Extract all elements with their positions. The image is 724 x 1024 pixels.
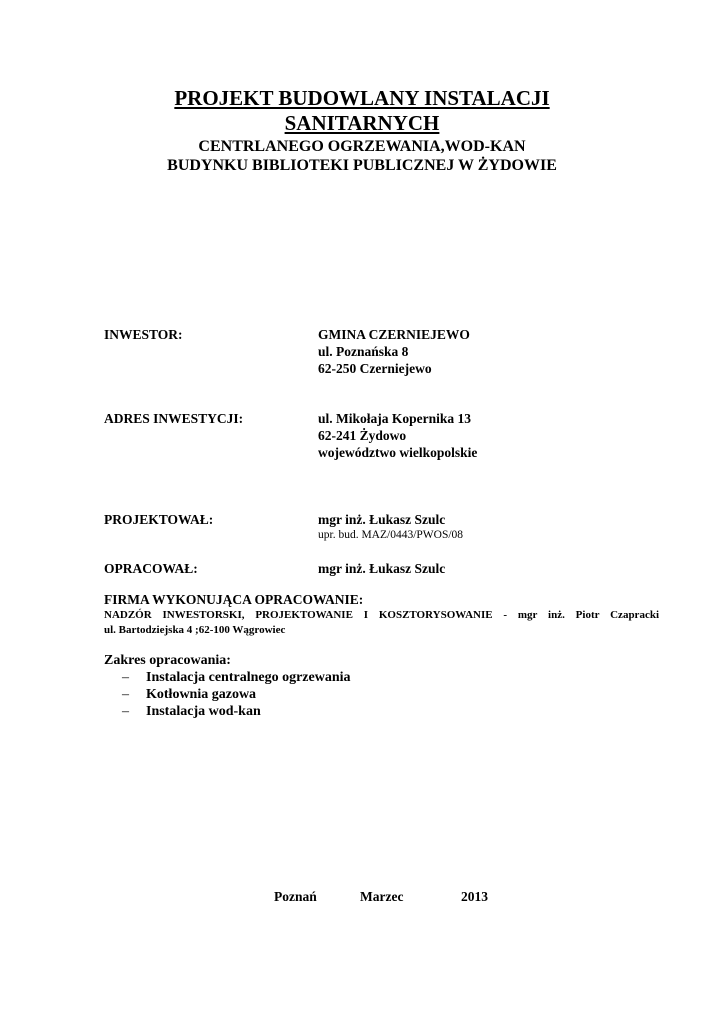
- scope-item-label: Instalacja wod-kan: [146, 704, 261, 719]
- address-line: 62-241 Żydowo: [318, 428, 407, 443]
- main-title-line1: PROJEKT BUDOWLANY INSTALACJI: [174, 86, 550, 110]
- main-title-line2: SANITARNYCH: [284, 111, 440, 135]
- designed-value: [318, 511, 463, 542]
- footer-year: 2013: [461, 889, 488, 904]
- scope-item-label: Instalacja centralnego ogrzewania: [146, 670, 351, 685]
- investor-line: GMINA CZERNIEJEWO: [318, 327, 470, 342]
- dash-bullet: –: [122, 670, 129, 685]
- designer-license: upr. bud. MAZ/0443/PWOS/08: [318, 529, 464, 541]
- designer-name: mgr inż. Łukasz Szulc: [318, 512, 446, 527]
- firm-label: FIRMA WYKONUJĄCA OPRACOWANIE:: [104, 592, 364, 607]
- scope-label: Zakres opracowania:: [104, 653, 231, 668]
- scope-list: [122, 669, 351, 720]
- investor-line: 62-250 Czerniejewo: [318, 361, 432, 376]
- firm-description: NADZÓR INWESTORSKI, PROJEKTOWANIE I KOSZTORYSOWANIE - mgr inż. Piotr Czapracki: [104, 609, 659, 621]
- investor-label: INWESTOR:: [104, 327, 183, 342]
- investor-line: ul. Poznańska 8: [318, 344, 409, 359]
- prepared-value: mgr inż. Łukasz Szulc: [318, 561, 446, 576]
- investor-value: [318, 326, 470, 377]
- dash-bullet: –: [122, 704, 129, 719]
- dash-bullet: –: [122, 687, 129, 702]
- prepared-label: OPRACOWAŁ:: [104, 561, 198, 576]
- subtitle: [0, 137, 724, 175]
- scope-item-label: Kotłownia gazowa: [146, 687, 257, 702]
- list-item: [122, 703, 351, 720]
- footer-month: Marzec: [360, 889, 404, 904]
- address-line: ul. Mikołaja Kopernika 13: [318, 411, 472, 426]
- footer-city: Poznań: [274, 889, 317, 904]
- firm-address: ul. Bartodziejska 4 ;62-100 Wągrowiec: [104, 624, 286, 636]
- list-item: [122, 686, 351, 703]
- list-item: [122, 669, 351, 686]
- address-line: województwo wielkopolskie: [318, 445, 478, 460]
- address-label: ADRES INWESTYCJI:: [104, 411, 244, 426]
- main-title: [0, 86, 724, 136]
- subtitle-line1: CENTRLANEGO OGRZEWANIA,WOD-KAN: [198, 138, 526, 155]
- address-value: [318, 410, 477, 461]
- designed-label: PROJEKTOWAŁ:: [104, 512, 214, 527]
- subtitle-line2: BUDYNKU BIBLIOTEKI PUBLICZNEJ W ŻYDOWIE: [167, 157, 557, 174]
